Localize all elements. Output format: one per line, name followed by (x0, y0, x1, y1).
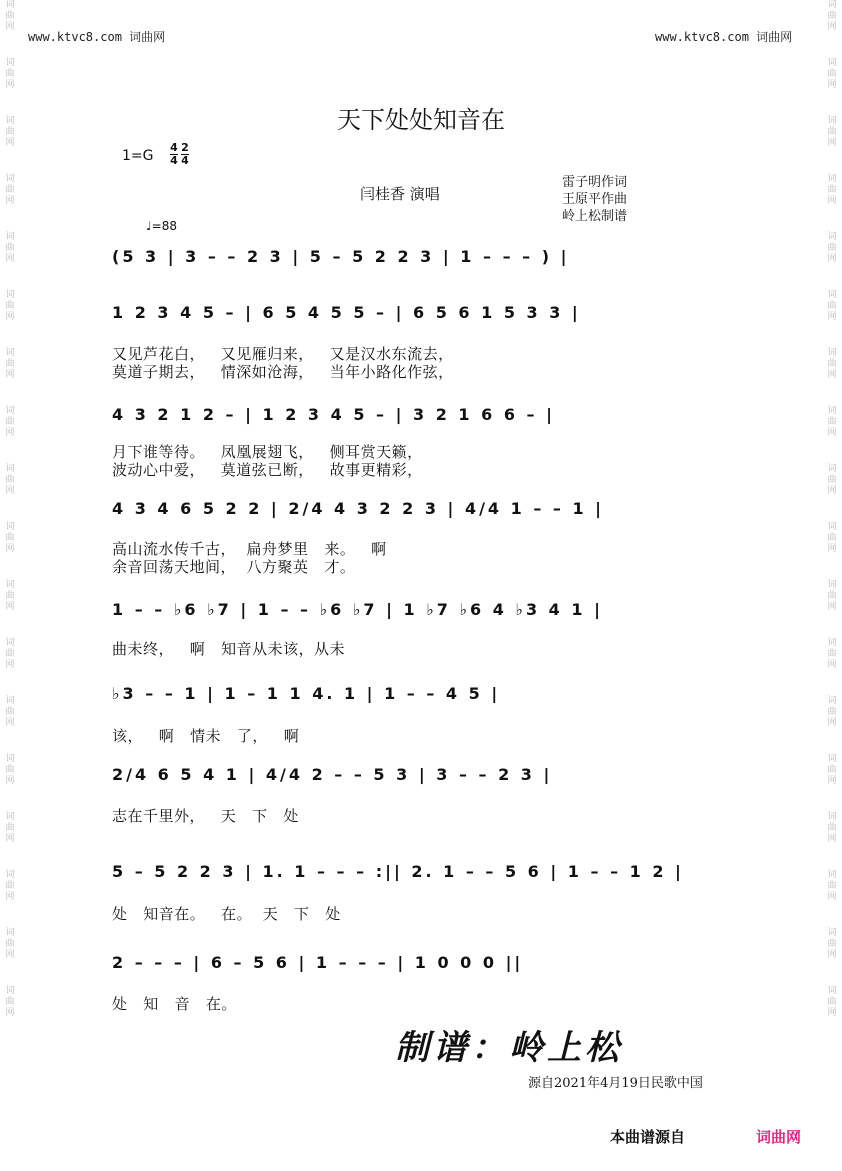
performer: 闫桂香 演唱 (360, 185, 440, 203)
site-url-left[interactable]: www.ktvc8.com 词曲网 (28, 30, 166, 44)
watermark-mark: 词曲网 (827, 58, 837, 90)
watermark-mark: 词曲网 (5, 696, 15, 728)
notation-row: 4 3 2 1 2 – | 1 2 3 4 5 – | 3 2 1 6 6 – | (112, 405, 555, 424)
watermark-mark: 词曲网 (5, 232, 15, 264)
watermark-mark: 词曲网 (827, 0, 837, 32)
watermark-mark: 词曲网 (5, 812, 15, 844)
watermark-mark: 词曲网 (827, 580, 837, 612)
right-watermark-strip (825, 0, 839, 1171)
lyric-line: 莫道子期去， 情深如沧海， 当年小路化作弦， (112, 363, 454, 381)
watermark-mark: 词曲网 (827, 232, 837, 264)
watermark-mark: 词曲网 (827, 290, 837, 322)
watermark-mark: 词曲网 (5, 464, 15, 496)
tempo-marking: ♩=88 (146, 219, 177, 233)
key-signature: 1=G (122, 148, 154, 164)
notation-row: 4 3 4 6 5 2 2 | 2/4 4 3 2 2 3 | 4/4 1 – – 1 | (112, 499, 605, 518)
notation-row: 2/4 6 5 4 1 | 4/4 2 – – 5 3 | 3 – – 2 3 | (112, 765, 553, 784)
lyric-line: 余音回荡天地间， 八方聚英 才。 (112, 558, 356, 576)
notation-row: 5 – 5 2 2 3 | 1. 1 – – – :|| 2. 1 – – 5 6 | 1 – – 1 2 | (112, 862, 684, 881)
watermark-mark: 词曲网 (827, 464, 837, 496)
watermark-mark: 词曲网 (5, 116, 15, 148)
lyric-line: 处 知音在。 在。 天 下 处 (112, 905, 341, 923)
watermark-mark: 词曲网 (5, 348, 15, 380)
watermark-mark: 词曲网 (827, 928, 837, 960)
source-note: 源自2021年4月19日民歌中国 (528, 1076, 703, 1091)
notation-row: 2 – – – | 6 – 5 6 | 1 – – – | 1 0 0 0 || (112, 953, 524, 972)
watermark-mark: 词曲网 (5, 58, 15, 90)
composer-credit: 王原平作曲 (562, 192, 628, 207)
watermark-mark: 词曲网 (5, 638, 15, 670)
watermark-mark: 词曲网 (827, 522, 837, 554)
time-signature-4-4: $\frac{4}{4}$ (170, 141, 178, 167)
watermark-mark: 词曲网 (827, 754, 837, 786)
lyric-line: 曲未终， 啊 知音从未该，从未 (112, 640, 346, 658)
transcriber-credit: 岭上松制谱 (562, 209, 628, 224)
footer-label: 本曲谱源自 (610, 1128, 686, 1146)
lyric-line: 高山流水传千古， 扁舟梦里 来。 啊 (112, 540, 387, 558)
watermark-mark: 词曲网 (827, 812, 837, 844)
lyric-line: 波动心中爱， 莫道弦已断， 故事更精彩， (112, 461, 423, 479)
site-url-right[interactable]: www.ktvc8.com 词曲网 (655, 30, 793, 44)
watermark-mark: 词曲网 (827, 870, 837, 902)
watermark-mark: 词曲网 (827, 696, 837, 728)
watermark-mark: 词曲网 (5, 754, 15, 786)
watermark-mark: 词曲网 (5, 928, 15, 960)
watermark-mark: 词曲网 (827, 986, 837, 1018)
lyric-line: 处 知 音 在。 (112, 995, 237, 1013)
watermark-mark: 词曲网 (5, 870, 15, 902)
watermark-mark: 词曲网 (5, 290, 15, 322)
lyric-line: 志在千里外， 天 下 处 (112, 807, 299, 825)
lyric-line: 月下谁等待。 凤凰展翅飞， 侧耳赏天籁， (112, 443, 423, 461)
notation-row: 1 – – ♭6 ♭7 | 1 – – ♭6 ♭7 | 1 ♭7 ♭6 4 ♭3 4 1 | (112, 600, 603, 619)
watermark-mark: 词曲网 (5, 580, 15, 612)
watermark-mark: 词曲网 (5, 986, 15, 1018)
watermark-mark: 词曲网 (5, 522, 15, 554)
watermark-mark: 词曲网 (5, 406, 15, 438)
lyric-line: 又见芦花白， 又见雁归来， 又是汉水东流去， (112, 345, 454, 363)
credits (562, 174, 627, 225)
notation-row: 1 2 3 4 5 – | 6 5 4 5 5 – | 6 5 6 1 5 3 3 | (112, 303, 581, 322)
lyric-line: 该， 啊 情未 了， 啊 (112, 727, 300, 745)
transcriber-signature: 制谱：岭上松 (395, 1028, 623, 1068)
notation-row: (5 3 | 3 – – 2 3 | 5 – 5 2 2 3 | 1 – – – ) | (112, 247, 570, 266)
footer-brand[interactable]: 词曲网 (756, 1128, 802, 1146)
song-title: 天下处处知音在 (337, 106, 505, 134)
notation-row: ♭3 – – 1 | 1 – 1 1 4. 1 | 1 – – 4 5 | (112, 684, 501, 703)
left-watermark-strip (3, 0, 17, 1171)
watermark-mark: 词曲网 (5, 0, 15, 32)
watermark-mark: 词曲网 (827, 638, 837, 670)
watermark-mark: 词曲网 (827, 406, 837, 438)
lyricist-credit: 雷子明作词 (562, 175, 628, 190)
watermark-mark: 词曲网 (827, 348, 837, 380)
watermark-mark: 词曲网 (5, 174, 15, 206)
time-signature-2-4: $\frac{2}{4}$ (181, 141, 189, 167)
watermark-mark: 词曲网 (827, 174, 837, 206)
watermark-mark: 词曲网 (827, 116, 837, 148)
time-signatures (170, 143, 189, 166)
